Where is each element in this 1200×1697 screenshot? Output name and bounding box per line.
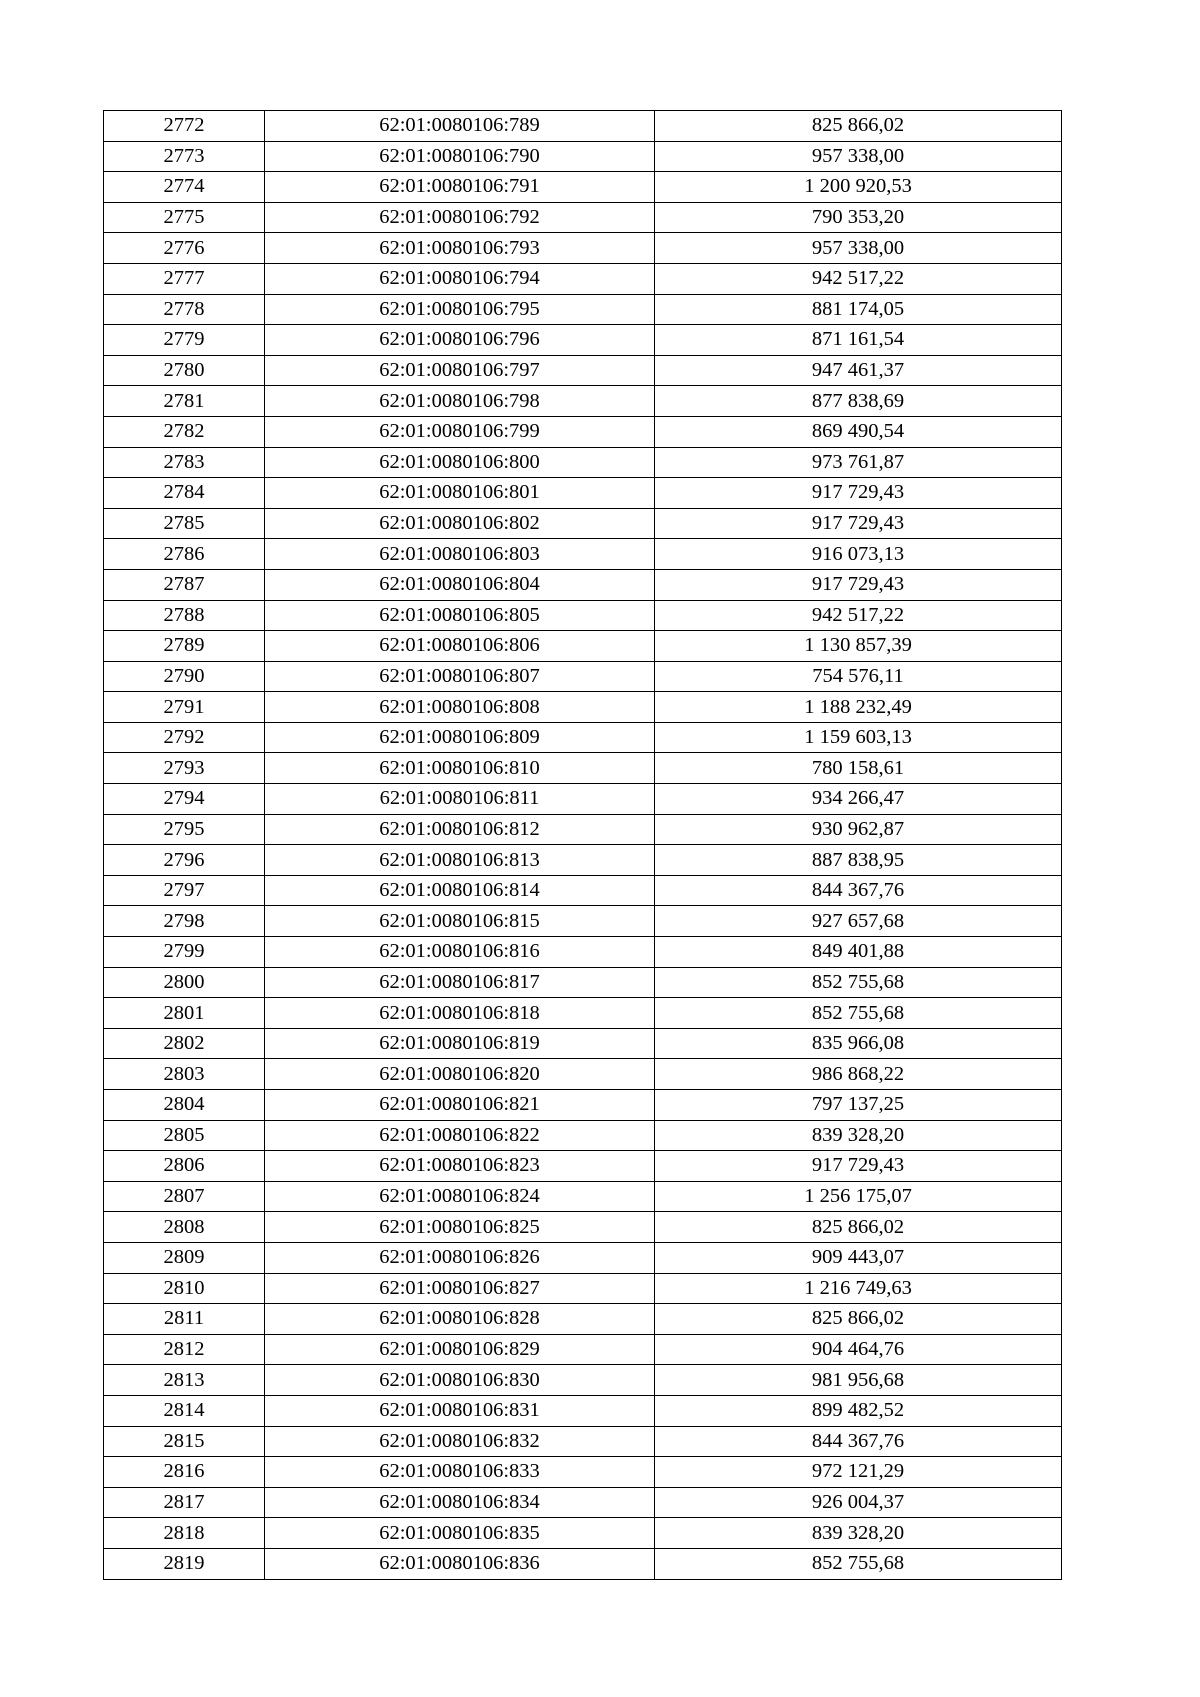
cadastral-number-cell: 62:01:0080106:813 (265, 845, 655, 876)
cadastral-number-cell: 62:01:0080106:807 (265, 661, 655, 692)
table-row (104, 1242, 1062, 1273)
cadastral-number-cell: 62:01:0080106:791 (265, 172, 655, 203)
cadastral-value-cell: 986 868,22 (655, 1059, 1062, 1090)
row-number-cell: 2808 (104, 1212, 265, 1243)
row-number-cell: 2774 (104, 172, 265, 203)
cadastral-number-cell: 62:01:0080106:820 (265, 1059, 655, 1090)
row-number-cell: 2811 (104, 1304, 265, 1335)
cadastral-value-cell: 825 866,02 (655, 1304, 1062, 1335)
cadastral-value-cell: 917 729,43 (655, 508, 1062, 539)
cadastral-number-cell: 62:01:0080106:817 (265, 967, 655, 998)
table-row (104, 692, 1062, 723)
table-row (104, 172, 1062, 203)
cadastral-number-cell: 62:01:0080106:830 (265, 1365, 655, 1396)
table-row (104, 784, 1062, 815)
row-number-cell: 2806 (104, 1151, 265, 1182)
cadastral-number-cell: 62:01:0080106:789 (265, 111, 655, 142)
cadastral-value-cell: 1 188 232,49 (655, 692, 1062, 723)
cadastral-value-cell: 852 755,68 (655, 967, 1062, 998)
row-number-cell: 2789 (104, 631, 265, 662)
cadastral-value-cell: 797 137,25 (655, 1090, 1062, 1121)
cadastral-value-cell: 899 482,52 (655, 1395, 1062, 1426)
table-row (104, 1120, 1062, 1151)
table-row (104, 814, 1062, 845)
table-row (104, 722, 1062, 753)
cadastral-number-cell: 62:01:0080106:804 (265, 569, 655, 600)
row-number-cell: 2813 (104, 1365, 265, 1396)
table-row (104, 1457, 1062, 1488)
row-number-cell: 2787 (104, 569, 265, 600)
cadastral-number-cell: 62:01:0080106:801 (265, 478, 655, 509)
row-number-cell: 2786 (104, 539, 265, 570)
table-row (104, 1273, 1062, 1304)
table-row (104, 233, 1062, 264)
row-number-cell: 2776 (104, 233, 265, 264)
cadastral-value-cell: 849 401,88 (655, 937, 1062, 968)
cadastral-value-cell: 917 729,43 (655, 569, 1062, 600)
row-number-cell: 2777 (104, 263, 265, 294)
table-row (104, 845, 1062, 876)
table-row (104, 478, 1062, 509)
row-number-cell: 2803 (104, 1059, 265, 1090)
table-row (104, 906, 1062, 937)
cadastral-number-cell: 62:01:0080106:824 (265, 1181, 655, 1212)
table-row (104, 631, 1062, 662)
row-number-cell: 2795 (104, 814, 265, 845)
cadastral-number-cell: 62:01:0080106:828 (265, 1304, 655, 1335)
cadastral-value-cell: 916 073,13 (655, 539, 1062, 570)
table-row (104, 141, 1062, 172)
cadastral-value-cell: 972 121,29 (655, 1457, 1062, 1488)
cadastral-number-cell: 62:01:0080106:823 (265, 1151, 655, 1182)
table-row (104, 998, 1062, 1029)
table-row (104, 1426, 1062, 1457)
row-number-cell: 2807 (104, 1181, 265, 1212)
cadastral-value-cell: 839 328,20 (655, 1518, 1062, 1549)
table-row (104, 1518, 1062, 1549)
row-number-cell: 2817 (104, 1487, 265, 1518)
row-number-cell: 2809 (104, 1242, 265, 1273)
table-row (104, 1059, 1062, 1090)
table-row (104, 1304, 1062, 1335)
table-row (104, 1151, 1062, 1182)
cadastral-value-cell: 904 464,76 (655, 1334, 1062, 1365)
row-number-cell: 2792 (104, 722, 265, 753)
row-number-cell: 2815 (104, 1426, 265, 1457)
row-number-cell: 2805 (104, 1120, 265, 1151)
row-number-cell: 2790 (104, 661, 265, 692)
row-number-cell: 2804 (104, 1090, 265, 1121)
row-number-cell: 2784 (104, 478, 265, 509)
cadastral-number-cell: 62:01:0080106:814 (265, 875, 655, 906)
cadastral-value-cell: 871 161,54 (655, 325, 1062, 356)
row-number-cell: 2781 (104, 386, 265, 417)
row-number-cell: 2800 (104, 967, 265, 998)
cadastral-number-cell: 62:01:0080106:795 (265, 294, 655, 325)
cadastral-value-cell: 957 338,00 (655, 141, 1062, 172)
table-row (104, 1395, 1062, 1426)
cadastral-value-cell: 1 159 603,13 (655, 722, 1062, 753)
cadastral-value-table (103, 110, 1062, 1580)
cadastral-number-cell: 62:01:0080106:816 (265, 937, 655, 968)
table-row (104, 937, 1062, 968)
table-row (104, 1334, 1062, 1365)
table-row (104, 355, 1062, 386)
cadastral-number-cell: 62:01:0080106:821 (265, 1090, 655, 1121)
table-row (104, 263, 1062, 294)
table-row (104, 1487, 1062, 1518)
table-row (104, 294, 1062, 325)
cadastral-value-cell: 844 367,76 (655, 1426, 1062, 1457)
row-number-cell: 2814 (104, 1395, 265, 1426)
row-number-cell: 2780 (104, 355, 265, 386)
cadastral-number-cell: 62:01:0080106:826 (265, 1242, 655, 1273)
cadastral-value-cell: 917 729,43 (655, 1151, 1062, 1182)
cadastral-number-cell: 62:01:0080106:805 (265, 600, 655, 631)
row-number-cell: 2797 (104, 875, 265, 906)
cadastral-number-cell: 62:01:0080106:810 (265, 753, 655, 784)
cadastral-value-cell: 973 761,87 (655, 447, 1062, 478)
cadastral-number-cell: 62:01:0080106:812 (265, 814, 655, 845)
cadastral-number-cell: 62:01:0080106:796 (265, 325, 655, 356)
cadastral-value-cell: 852 755,68 (655, 1548, 1062, 1579)
cadastral-value-cell: 869 490,54 (655, 416, 1062, 447)
cadastral-number-cell: 62:01:0080106:827 (265, 1273, 655, 1304)
row-number-cell: 2810 (104, 1273, 265, 1304)
cadastral-number-cell: 62:01:0080106:835 (265, 1518, 655, 1549)
row-number-cell: 2775 (104, 202, 265, 233)
cadastral-number-cell: 62:01:0080106:803 (265, 539, 655, 570)
table-row (104, 569, 1062, 600)
cadastral-number-cell: 62:01:0080106:799 (265, 416, 655, 447)
cadastral-value-cell: 877 838,69 (655, 386, 1062, 417)
row-number-cell: 2816 (104, 1457, 265, 1488)
row-number-cell: 2794 (104, 784, 265, 815)
cadastral-value-cell: 947 461,37 (655, 355, 1062, 386)
table-row (104, 1212, 1062, 1243)
table-row (104, 539, 1062, 570)
cadastral-value-cell: 1 216 749,63 (655, 1273, 1062, 1304)
table-row (104, 661, 1062, 692)
row-number-cell: 2793 (104, 753, 265, 784)
cadastral-number-cell: 62:01:0080106:794 (265, 263, 655, 294)
cadastral-value-cell: 957 338,00 (655, 233, 1062, 264)
table-row (104, 1028, 1062, 1059)
table-row (104, 600, 1062, 631)
cadastral-value-cell: 825 866,02 (655, 1212, 1062, 1243)
table-row (104, 967, 1062, 998)
row-number-cell: 2819 (104, 1548, 265, 1579)
cadastral-value-cell: 942 517,22 (655, 600, 1062, 631)
cadastral-value-cell: 930 962,87 (655, 814, 1062, 845)
cadastral-number-cell: 62:01:0080106:800 (265, 447, 655, 478)
cadastral-number-cell: 62:01:0080106:790 (265, 141, 655, 172)
cadastral-number-cell: 62:01:0080106:815 (265, 906, 655, 937)
cadastral-number-cell: 62:01:0080106:818 (265, 998, 655, 1029)
table-row (104, 386, 1062, 417)
cadastral-value-cell: 917 729,43 (655, 478, 1062, 509)
cadastral-value-cell: 887 838,95 (655, 845, 1062, 876)
row-number-cell: 2798 (104, 906, 265, 937)
row-number-cell: 2785 (104, 508, 265, 539)
row-number-cell: 2796 (104, 845, 265, 876)
cadastral-number-cell: 62:01:0080106:798 (265, 386, 655, 417)
row-number-cell: 2783 (104, 447, 265, 478)
row-number-cell: 2778 (104, 294, 265, 325)
table-row (104, 1365, 1062, 1396)
cadastral-number-cell: 62:01:0080106:834 (265, 1487, 655, 1518)
cadastral-number-cell: 62:01:0080106:792 (265, 202, 655, 233)
cadastral-value-cell: 981 956,68 (655, 1365, 1062, 1396)
table-row (104, 753, 1062, 784)
cadastral-number-cell: 62:01:0080106:829 (265, 1334, 655, 1365)
table-row (104, 111, 1062, 142)
cadastral-number-cell: 62:01:0080106:793 (265, 233, 655, 264)
row-number-cell: 2802 (104, 1028, 265, 1059)
row-number-cell: 2782 (104, 416, 265, 447)
row-number-cell: 2801 (104, 998, 265, 1029)
cadastral-number-cell: 62:01:0080106:836 (265, 1548, 655, 1579)
cadastral-value-cell: 1 130 857,39 (655, 631, 1062, 662)
cadastral-number-cell: 62:01:0080106:809 (265, 722, 655, 753)
cadastral-number-cell: 62:01:0080106:831 (265, 1395, 655, 1426)
cadastral-value-cell: 790 353,20 (655, 202, 1062, 233)
cadastral-number-cell: 62:01:0080106:822 (265, 1120, 655, 1151)
cadastral-value-cell: 909 443,07 (655, 1242, 1062, 1273)
cadastral-value-cell: 1 200 920,53 (655, 172, 1062, 203)
table-row (104, 875, 1062, 906)
cadastral-value-cell: 852 755,68 (655, 998, 1062, 1029)
table-row (104, 1090, 1062, 1121)
cadastral-value-cell: 825 866,02 (655, 111, 1062, 142)
row-number-cell: 2773 (104, 141, 265, 172)
cadastral-value-cell: 942 517,22 (655, 263, 1062, 294)
row-number-cell: 2799 (104, 937, 265, 968)
cadastral-value-cell: 926 004,37 (655, 1487, 1062, 1518)
table-row (104, 447, 1062, 478)
table-row (104, 1548, 1062, 1579)
cadastral-value-cell: 1 256 175,07 (655, 1181, 1062, 1212)
cadastral-number-cell: 62:01:0080106:806 (265, 631, 655, 662)
cadastral-value-cell: 844 367,76 (655, 875, 1062, 906)
cadastral-value-cell: 934 266,47 (655, 784, 1062, 815)
row-number-cell: 2812 (104, 1334, 265, 1365)
cadastral-number-cell: 62:01:0080106:833 (265, 1457, 655, 1488)
cadastral-number-cell: 62:01:0080106:832 (265, 1426, 655, 1457)
cadastral-number-cell: 62:01:0080106:825 (265, 1212, 655, 1243)
table-row (104, 416, 1062, 447)
table-row (104, 508, 1062, 539)
cadastral-value-cell: 839 328,20 (655, 1120, 1062, 1151)
cadastral-number-cell: 62:01:0080106:811 (265, 784, 655, 815)
row-number-cell: 2791 (104, 692, 265, 723)
cadastral-value-cell: 780 158,61 (655, 753, 1062, 784)
cadastral-number-cell: 62:01:0080106:802 (265, 508, 655, 539)
table-row (104, 202, 1062, 233)
table-row (104, 1181, 1062, 1212)
cadastral-value-cell: 881 174,05 (655, 294, 1062, 325)
table-row (104, 325, 1062, 356)
table-body (104, 111, 1062, 1580)
cadastral-value-cell: 927 657,68 (655, 906, 1062, 937)
cadastral-number-cell: 62:01:0080106:808 (265, 692, 655, 723)
cadastral-number-cell: 62:01:0080106:819 (265, 1028, 655, 1059)
cadastral-number-cell: 62:01:0080106:797 (265, 355, 655, 386)
row-number-cell: 2788 (104, 600, 265, 631)
cadastral-value-cell: 835 966,08 (655, 1028, 1062, 1059)
row-number-cell: 2772 (104, 111, 265, 142)
cadastral-value-cell: 754 576,11 (655, 661, 1062, 692)
row-number-cell: 2779 (104, 325, 265, 356)
row-number-cell: 2818 (104, 1518, 265, 1549)
